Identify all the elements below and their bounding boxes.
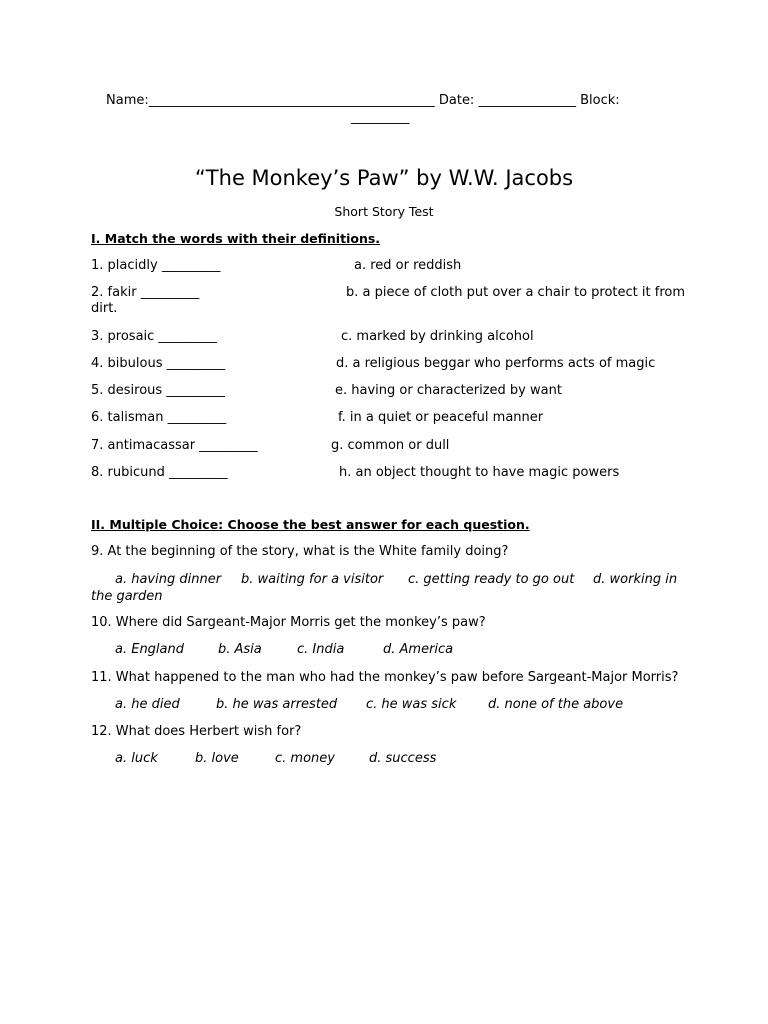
question-11: 11. What happened to the man who had the monkey’s paw before Sargeant-Major Morris? bbox=[91, 670, 679, 685]
match-definition-f: f. in a quiet or peaceful manner bbox=[338, 410, 544, 425]
q9-choice-a: a. having dinner bbox=[115, 572, 222, 587]
match-term-7: 7. antimacassar _________ bbox=[91, 438, 258, 453]
match-definition-b-continuation: dirt. bbox=[91, 301, 118, 316]
q9-choice-d: d. working in bbox=[593, 572, 678, 587]
name-date-block-line: Name:____________________________________________ Date: _______________ Block: bbox=[106, 93, 620, 108]
match-definition-a: a. red or reddish bbox=[354, 258, 462, 273]
match-definition-g: g. common or dull bbox=[331, 438, 450, 453]
question-9: 9. At the beginning of the story, what is the White family doing? bbox=[91, 544, 509, 559]
q10-choice-d: d. America bbox=[383, 642, 454, 657]
match-definition-h: h. an object thought to have magic powers bbox=[339, 465, 620, 480]
q12-choice-b: b. love bbox=[195, 751, 239, 766]
match-term-8: 8. rubicund _________ bbox=[91, 465, 228, 480]
page-title: “The Monkey’s Paw” by W.W. Jacobs bbox=[194, 166, 574, 190]
match-term-4: 4. bibulous _________ bbox=[91, 356, 226, 371]
match-term-3: 3. prosaic _________ bbox=[91, 329, 217, 344]
q9-choice-b: b. waiting for a visitor bbox=[241, 572, 384, 587]
q11-choice-a: a. he died bbox=[115, 697, 180, 712]
section-2-heading: II. Multiple Choice: Choose the best answer for each question. bbox=[91, 517, 530, 532]
match-definition-e: e. having or characterized by want bbox=[335, 383, 562, 398]
match-term-2: 2. fakir _________ bbox=[91, 285, 200, 300]
q11-choice-d: d. none of the above bbox=[488, 697, 624, 712]
page-subtitle: Short Story Test bbox=[334, 204, 434, 219]
q12-choice-d: d. success bbox=[369, 751, 437, 766]
q11-choice-c: c. he was sick bbox=[366, 697, 457, 712]
match-term-1: 1. placidly _________ bbox=[91, 258, 221, 273]
block-blank: _________ bbox=[351, 110, 410, 125]
match-term-6: 6. talisman _________ bbox=[91, 410, 227, 425]
section-1-heading: I. Match the words with their definitions. bbox=[91, 231, 381, 246]
match-term-5: 5. desirous _________ bbox=[91, 383, 225, 398]
q10-choice-a: a. England bbox=[115, 642, 185, 657]
match-definition-d: d. a religious beggar who performs acts of magic bbox=[336, 356, 656, 371]
q12-choice-a: a. luck bbox=[115, 751, 158, 766]
q9-choice-c: c. getting ready to go out bbox=[408, 572, 575, 587]
match-definition-c: c. marked by drinking alcohol bbox=[341, 329, 534, 344]
question-12: 12. What does Herbert wish for? bbox=[91, 724, 302, 739]
q10-choice-c: c. India bbox=[297, 642, 345, 657]
match-definition-b: b. a piece of cloth put over a chair to protect it from bbox=[346, 285, 685, 300]
q9-choice-d-continuation: the garden bbox=[91, 589, 163, 604]
q10-choice-b: b. Asia bbox=[218, 642, 262, 657]
q11-choice-b: b. he was arrested bbox=[216, 697, 338, 712]
q12-choice-c: c. money bbox=[275, 751, 335, 766]
question-10: 10. Where did Sargeant-Major Morris get the monkey’s paw? bbox=[91, 615, 486, 630]
